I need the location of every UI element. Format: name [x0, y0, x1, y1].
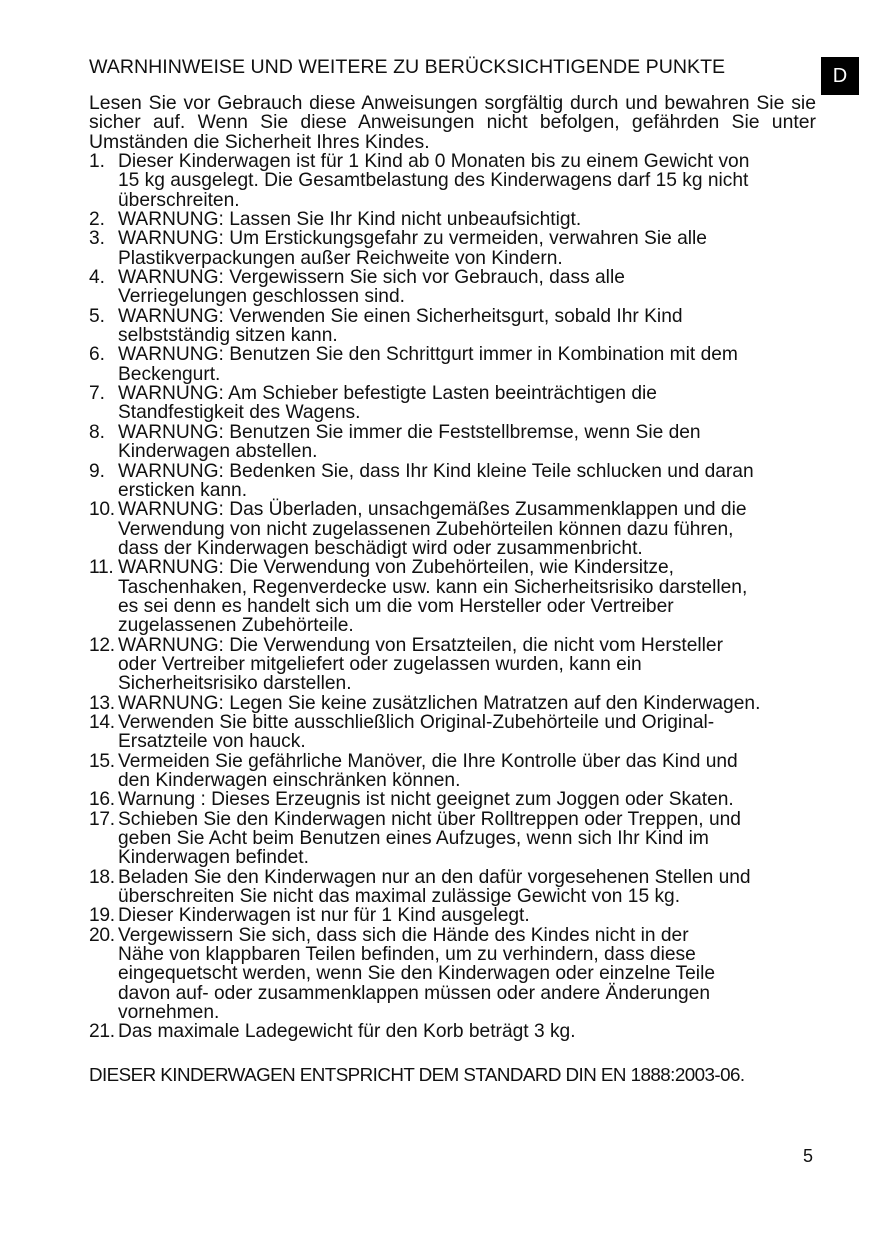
- warning-item-number: 19.: [89, 905, 115, 927]
- page-number: 5: [803, 1146, 814, 1166]
- warning-item-number: 17.: [89, 808, 115, 830]
- warning-item: [89, 906, 824, 925]
- warning-item-text-line: WARNUNG: Verwenden Sie einen Sicherheitsgurt, sobald Ihr Kind: [118, 305, 683, 327]
- warning-item-number: 13.: [89, 692, 115, 714]
- warning-item: [89, 229, 824, 268]
- warning-item-text-line: Dieser Kinderwagen ist nur für 1 Kind ausgelegt.: [118, 905, 530, 927]
- warning-item-text-line: WARNUNG: Benutzen Sie immer die Feststellbremse, wenn Sie den: [118, 421, 701, 443]
- warning-item-number: 10.: [89, 499, 115, 521]
- warning-item-text-line: WARNUNG: Legen Sie keine zusätzlichen Matratzen auf den Kinderwagen.: [118, 692, 761, 714]
- warning-item-text-line: Beckengurt.: [118, 363, 221, 385]
- warning-item: [89, 462, 824, 501]
- intro-paragraph: Lesen Sie vor Gebrauch diese Anweisungen sorgfältig durch und bewahren Sie sie sicher auf. Wenn Sie diese Anweisungen nicht befolgen, gefährden Sie unter Umständen die Sicherheit Ihres Kindes.: [89, 92, 816, 153]
- warning-item: [89, 752, 824, 791]
- warning-item: [89, 790, 824, 809]
- warning-item-text-line: Verwenden Sie bitte ausschließlich Original-Zubehörteile und Original-: [118, 711, 715, 733]
- standard-compliance-note: DIESER KINDERWAGEN ENTSPRICHT DEM STANDARD DIN EN 1888:2003-06.: [89, 1064, 745, 1085]
- warning-item-text-line: WARNUNG: Am Schieber befestigte Lasten beeinträchtigen die: [118, 383, 657, 405]
- warning-item-text-line: Schieben Sie den Kinderwagen nicht über Rolltreppen oder Treppen, und: [118, 808, 741, 830]
- warning-item-text-line: den Kinderwagen einschränken können.: [118, 770, 461, 791]
- warning-item-text-line: WARNUNG: Bedenken Sie, dass Ihr Kind kleine Teile schlucken und daran: [118, 460, 754, 482]
- warning-item-number: 3.: [89, 228, 106, 250]
- warning-item-number: 18.: [89, 866, 115, 888]
- warning-item-text-line: Das maximale Ladegewicht für den Korb beträgt 3 kg.: [118, 1021, 576, 1043]
- warning-item: [89, 713, 824, 752]
- warning-item-number: 14.: [89, 711, 115, 733]
- warning-item: [89, 694, 824, 713]
- warning-item-text-line: vornehmen.: [118, 1002, 220, 1024]
- warning-item-number: 4.: [89, 267, 106, 289]
- warning-item-text-line: WARNUNG: Das Überladen, unsachgemäßes Zusammenklappen und die: [118, 499, 747, 521]
- warning-item: [89, 210, 824, 229]
- warning-item: [89, 345, 824, 384]
- warning-item-text-line: Kinderwagen abstellen.: [118, 441, 318, 463]
- warning-item-number: 6.: [89, 344, 106, 366]
- warning-item-text-line: eingequetscht werden, wenn Sie den Kinderwagen oder einzelne Teile: [118, 963, 716, 985]
- warning-item-text-line: Verwendung von nicht zugelassenen Zubehörteilen können dazu führen,: [118, 518, 734, 540]
- warning-item: [89, 268, 824, 307]
- warning-item-text-line: WARNUNG: Die Verwendung von Ersatzteilen, die nicht vom Hersteller: [118, 634, 723, 656]
- warning-item-text-line: WARNUNG: Benutzen Sie den Schrittgurt immer in Kombination mit dem: [118, 344, 738, 366]
- warning-item-text-line: Nähe von klappbaren Teilen befinden, um zu verhindern, dass diese: [118, 944, 696, 966]
- warning-item-text-line: WARNUNG: Um Erstickungsgefahr zu vermeiden, verwahren Sie alle: [118, 228, 707, 250]
- warning-item-number: 20.: [89, 924, 115, 946]
- warning-item-number: 5.: [89, 305, 106, 327]
- warning-item-text-line: Kinderwagen befindet.: [118, 847, 309, 869]
- warning-item-text-line: Vermeiden Sie gefährliche Manöver, die Ihre Kontrolle über das Kind und: [118, 750, 738, 772]
- section-title: WARNHINWEISE UND WEITERE ZU BERÜCKSICHTIGENDE PUNKTE: [89, 56, 726, 78]
- warning-item: [89, 558, 824, 635]
- warning-item: [89, 152, 824, 210]
- warning-item: [89, 868, 824, 907]
- warning-item-text-line: überschreiten.: [118, 189, 240, 211]
- warning-item: [89, 500, 824, 558]
- warning-item-number: 21.: [89, 1021, 115, 1043]
- warning-item: [89, 384, 824, 423]
- warning-item-number: 12.: [89, 634, 115, 656]
- warning-item-number: 16.: [89, 789, 115, 811]
- warning-item-text-line: Beladen Sie den Kinderwagen nur an den dafür vorgesehenen Stellen und: [118, 866, 751, 888]
- warning-item-text-line: dass der Kinderwagen beschädigt wird oder zusammenbricht.: [118, 537, 643, 559]
- warning-item: [89, 636, 824, 694]
- warning-item-text-line: es sei denn es handelt sich um die vom Hersteller oder Vertreiber: [118, 595, 674, 617]
- warning-item-text-line: zugelassenen Zubehörteile.: [118, 615, 354, 637]
- warning-item-text-line: Ersatzteile von hauck.: [118, 731, 306, 753]
- warning-list: [89, 152, 824, 1042]
- warning-item-text-line: davon auf- oder zusammenklappen müssen oder andere Änderungen: [118, 982, 711, 1004]
- warning-item-text-line: Plastikverpackungen außer Reichweite von Kindern.: [118, 247, 563, 269]
- warning-item-number: 9.: [89, 460, 106, 482]
- warning-item-number: 2.: [89, 209, 106, 231]
- warning-item-number: 11.: [89, 557, 114, 579]
- warning-item-text-line: Sicherheitsrisiko darstellen.: [118, 673, 352, 695]
- warning-item-text-line: WARNUNG: Lassen Sie Ihr Kind nicht unbeaufsichtigt.: [118, 209, 582, 231]
- warning-item-text-line: selbstständig sitzen kann.: [118, 325, 338, 347]
- warning-item: [89, 1022, 824, 1041]
- warning-item: [89, 423, 824, 462]
- warning-item-text-line: WARNUNG: Die Verwendung von Zubehörteilen, wie Kindersitze,: [118, 557, 674, 579]
- warning-item-text-line: Taschenhaken, Regenverdecke usw. kann ein Sicherheitsrisiko darstellen,: [118, 576, 748, 598]
- warning-item: [89, 307, 824, 346]
- warning-item-text-line: WARNUNG: Vergewissern Sie sich vor Gebrauch, dass alle: [118, 267, 625, 289]
- warning-item-number: 15.: [89, 750, 115, 772]
- warning-item-text-line: überschreiten Sie nicht das maximal zulässige Gewicht von 15 kg.: [118, 886, 681, 908]
- language-tab-badge: D: [821, 57, 859, 95]
- warning-item-text-line: geben Sie Acht beim Benutzen eines Aufzuges, wenn sich Ihr Kind im: [118, 828, 709, 850]
- warning-item-number: 7.: [89, 383, 106, 405]
- warning-item-number: 8.: [89, 421, 106, 443]
- warning-item-text-line: Vergewissern Sie sich, dass sich die Hände des Kindes nicht in der: [118, 924, 689, 946]
- warning-item: [89, 810, 824, 868]
- warning-item: [89, 926, 824, 1023]
- warning-item-text-line: Standfestigkeit des Wagens.: [118, 402, 361, 424]
- warning-item-text-line: ersticken kann.: [118, 479, 248, 501]
- warning-item-number: 1.: [89, 151, 106, 172]
- warning-item-text-line: Warnung : Dieses Erzeugnis ist nicht geeignet zum Joggen oder Skaten.: [118, 789, 734, 811]
- warning-item-text-line: oder Vertreiber mitgeliefert oder zugelassen wurden, kann ein: [118, 653, 642, 675]
- warning-item-text-line: Verriegelungen geschlossen sind.: [118, 286, 405, 308]
- warning-item-text-line: 15 kg ausgelegt. Die Gesamtbelastung des Kinderwagens darf 15 kg nicht: [118, 170, 749, 192]
- warning-item-text-line: Dieser Kinderwagen ist für 1 Kind ab 0 Monaten bis zu einem Gewicht von: [118, 151, 750, 172]
